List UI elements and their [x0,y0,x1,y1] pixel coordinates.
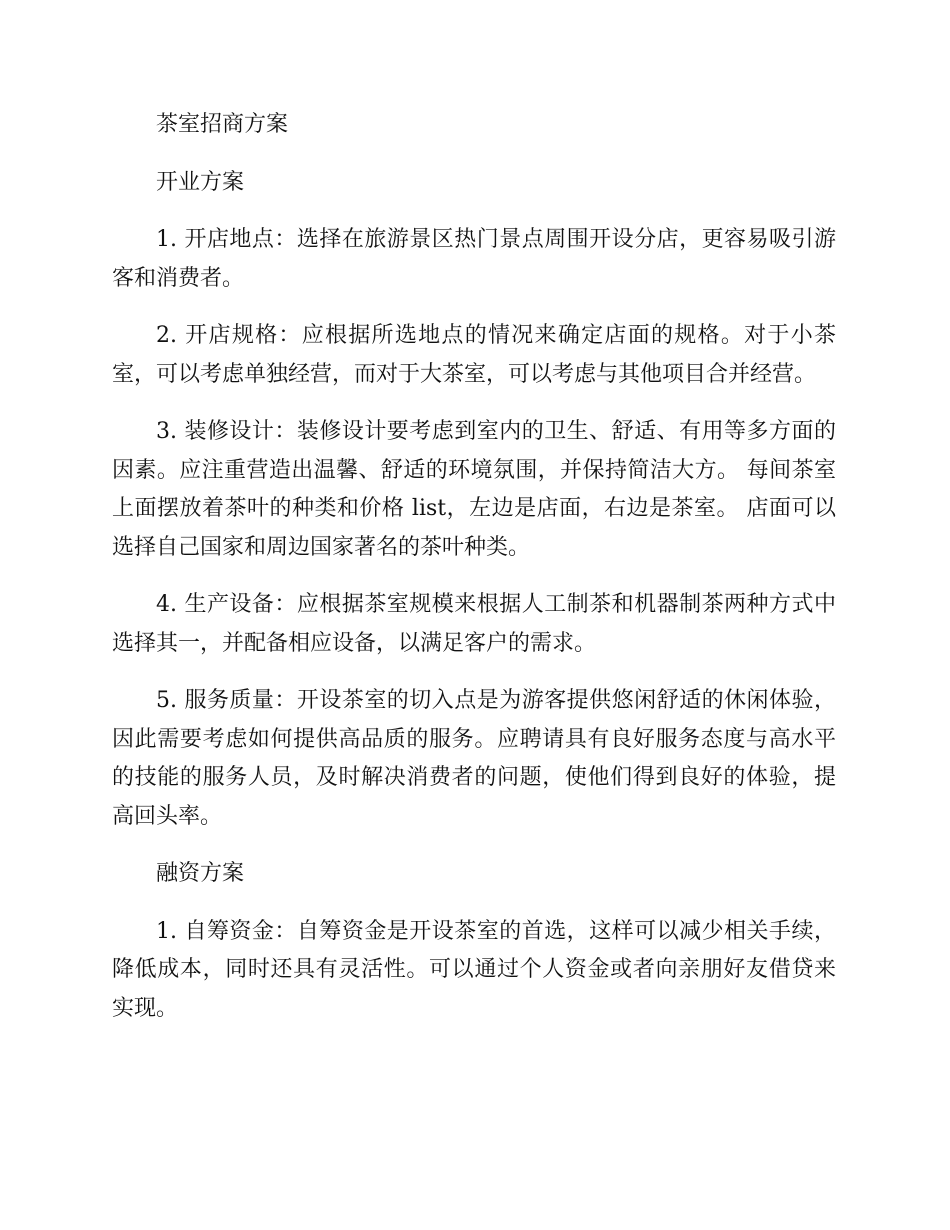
paragraph-location: 1. 开店地点：选择在旅游景区热门景点周围开设分店，更容易吸引游客和消费者。 [112,227,836,291]
section-heading-financing: 融资方案 [156,861,245,886]
section-heading-opening: 开业方案 [156,169,245,195]
paragraph-store-size: 2. 开店规格：应根据所选地点的情况来确定店面的规格。对于小茶室，可以考虑单独经营，而对于大茶室，可以考虑与其他项目合并经营。 [112,323,836,387]
document-title: 茶室招商方案 [156,112,289,137]
paragraph-service: 5. 服务质量：开设茶室的切入点是为游客提供悠闲舒适的休闲体验，因此需要考虑如何提供高品质的服务。应聘请具有良好服务态度与高水平的技能的服务人员，及时解决消费者的问题，使他们得到良好的体验，提高回头率。 [112,688,836,829]
paragraph-equipment: 4. 生产设备：应根据茶室规模来根据人工制茶和机器制茶两种方式中选择其一，并配备相应设备，以满足客户的需求。 [112,592,836,656]
document-body [112,106,836,1047]
paragraph-self-funding: 1. 自筹资金：自筹资金是开设茶室的首选，这样可以减少相关手续，降低成本，同时还具有灵活性。可以通过个人资金或者向亲朋好友借贷来实现。 [112,918,836,1021]
paragraph-decoration: 3. 装修设计：装修设计要考虑到室内的卫生、舒适、有用等多方面的因素。应注重营造出温馨、舒适的环境氛围，并保持简洁大方。 每间茶室上面摆放着茶叶的种类和价格 list，左边是店面，右边是茶室。 店面可以选择自己国家和周边国家著名的茶叶种类。 [112,419,836,560]
